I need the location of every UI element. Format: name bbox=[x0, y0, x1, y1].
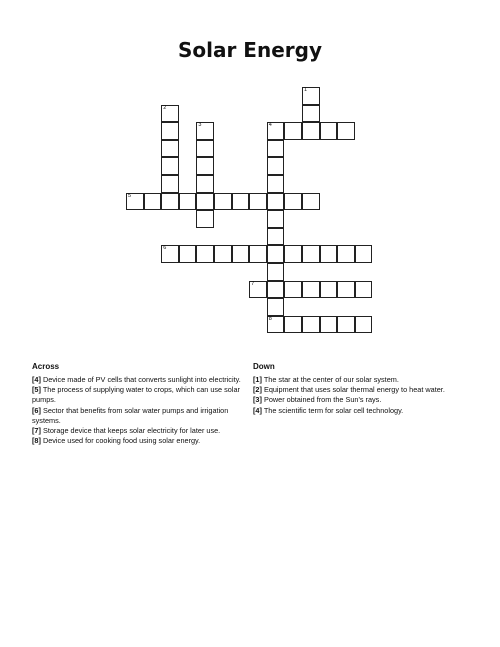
clue-text: The process of supplying water to crops, which can use solar pumps. bbox=[32, 385, 240, 405]
grid-cell[interactable] bbox=[267, 175, 285, 193]
grid-cell[interactable] bbox=[302, 281, 320, 299]
grid-cell[interactable] bbox=[214, 193, 232, 211]
clue-number-label: 5 bbox=[128, 192, 132, 199]
across-heading: Across bbox=[32, 362, 60, 371]
clue-down-4 bbox=[253, 406, 473, 416]
grid-cell[interactable] bbox=[302, 193, 320, 211]
grid-cell[interactable] bbox=[249, 193, 267, 211]
grid-cell[interactable] bbox=[267, 140, 285, 158]
clue-number: [1] bbox=[253, 375, 262, 384]
grid-cell[interactable] bbox=[161, 122, 179, 140]
grid-cell[interactable] bbox=[161, 175, 179, 193]
clue-text: Storage device that keeps solar electricity for later use. bbox=[42, 426, 221, 436]
clue-across-5 bbox=[32, 385, 245, 405]
grid-cell[interactable] bbox=[249, 281, 267, 299]
grid-cell[interactable] bbox=[196, 210, 214, 228]
clue-number-label: 1 bbox=[304, 87, 308, 93]
grid-cell[interactable] bbox=[161, 105, 179, 123]
grid-cell[interactable] bbox=[249, 245, 267, 263]
grid-cell[interactable] bbox=[267, 122, 285, 140]
clue-text: The scientific term for solar cell technology. bbox=[263, 405, 404, 415]
clue-text: Equipment that uses solar thermal energy to heat water. bbox=[263, 385, 445, 395]
grid-cell[interactable] bbox=[267, 298, 285, 316]
grid-cell[interactable] bbox=[302, 316, 320, 334]
clue-number: [8] bbox=[32, 436, 41, 446]
grid-cell[interactable] bbox=[179, 193, 197, 211]
grid-cell[interactable] bbox=[161, 245, 179, 263]
clue-text: The star at the center of our solar system. bbox=[263, 375, 399, 384]
clue-text: Power obtained from the Sun's rays. bbox=[263, 395, 382, 405]
grid-cell[interactable] bbox=[284, 122, 302, 140]
grid-cell[interactable] bbox=[284, 193, 302, 211]
clue-number: [4] bbox=[32, 375, 41, 384]
grid-cell[interactable] bbox=[302, 105, 320, 123]
grid-cell[interactable] bbox=[196, 193, 214, 211]
grid-cell[interactable] bbox=[355, 316, 373, 334]
clue-number-label: 3 bbox=[198, 122, 202, 129]
clue-down-1 bbox=[253, 375, 473, 385]
grid-cell[interactable] bbox=[144, 193, 162, 211]
grid-cell[interactable] bbox=[232, 193, 250, 211]
grid-cell[interactable] bbox=[214, 245, 232, 263]
clue-down-2 bbox=[253, 385, 473, 395]
grid-cell[interactable] bbox=[126, 193, 144, 211]
grid-cell[interactable] bbox=[284, 245, 302, 263]
clue-text: Sector that benefits from solar water pumps and irrigation systems. bbox=[32, 405, 229, 425]
grid-cell[interactable] bbox=[355, 245, 373, 263]
down-clues bbox=[253, 362, 473, 416]
grid-cell[interactable] bbox=[267, 157, 285, 175]
grid-cell[interactable] bbox=[320, 316, 338, 334]
clue-number: [4] bbox=[253, 405, 262, 415]
grid-cell[interactable] bbox=[196, 157, 214, 175]
page-title: Solar Energy bbox=[177, 38, 322, 62]
clue-number: [3] bbox=[253, 395, 262, 405]
clue-number-label: 2 bbox=[163, 104, 167, 111]
grid-cell[interactable] bbox=[267, 245, 285, 263]
grid-cell[interactable] bbox=[196, 140, 214, 158]
grid-cell[interactable] bbox=[196, 175, 214, 193]
grid-cell[interactable] bbox=[302, 87, 320, 105]
clue-number-label: 4 bbox=[268, 122, 272, 129]
grid-cell[interactable] bbox=[302, 245, 320, 263]
grid-cell[interactable] bbox=[196, 245, 214, 263]
grid-cell[interactable] bbox=[232, 245, 250, 263]
clue-across-4 bbox=[32, 375, 245, 385]
grid-cell[interactable] bbox=[267, 228, 285, 246]
down-heading: Down bbox=[253, 362, 275, 371]
grid-cell[interactable] bbox=[337, 245, 355, 263]
grid-cell[interactable] bbox=[161, 193, 179, 211]
clue-text: Device used for cooking food using solar energy. bbox=[42, 436, 201, 446]
clue-across-8 bbox=[32, 436, 245, 446]
across-clues bbox=[32, 362, 245, 446]
clue-down-3 bbox=[253, 395, 473, 405]
grid-cell[interactable] bbox=[320, 245, 338, 263]
grid-cell[interactable] bbox=[302, 122, 320, 140]
clue-number-label: 8 bbox=[268, 315, 272, 322]
clue-number: [6] bbox=[32, 405, 41, 415]
clue-across-7 bbox=[32, 426, 245, 436]
clue-number: [2] bbox=[253, 385, 262, 395]
grid-cell[interactable] bbox=[355, 281, 373, 299]
clue-number: [7] bbox=[32, 426, 41, 436]
grid-cell[interactable] bbox=[267, 263, 285, 281]
grid-cell[interactable] bbox=[196, 122, 214, 140]
clue-across-6 bbox=[32, 406, 245, 426]
grid-cell[interactable] bbox=[267, 193, 285, 211]
grid-cell[interactable] bbox=[320, 281, 338, 299]
grid-cell[interactable] bbox=[337, 281, 355, 299]
grid-cell[interactable] bbox=[267, 210, 285, 228]
grid-cell[interactable] bbox=[161, 140, 179, 158]
clue-text: Device made of PV cells that converts sunlight into electricity. bbox=[42, 375, 241, 384]
grid-cell[interactable] bbox=[284, 281, 302, 299]
clue-number-label: 7 bbox=[251, 280, 255, 287]
grid-cell[interactable] bbox=[267, 281, 285, 299]
clue-number-label: 6 bbox=[163, 245, 167, 252]
grid-cell[interactable] bbox=[179, 245, 197, 263]
grid-cell[interactable] bbox=[337, 122, 355, 140]
clue-number: [5] bbox=[32, 385, 41, 395]
grid-cell[interactable] bbox=[337, 316, 355, 334]
grid-cell[interactable] bbox=[284, 316, 302, 334]
grid-cell[interactable] bbox=[161, 157, 179, 175]
grid-cell[interactable] bbox=[267, 316, 285, 334]
grid-cell[interactable] bbox=[320, 122, 338, 140]
